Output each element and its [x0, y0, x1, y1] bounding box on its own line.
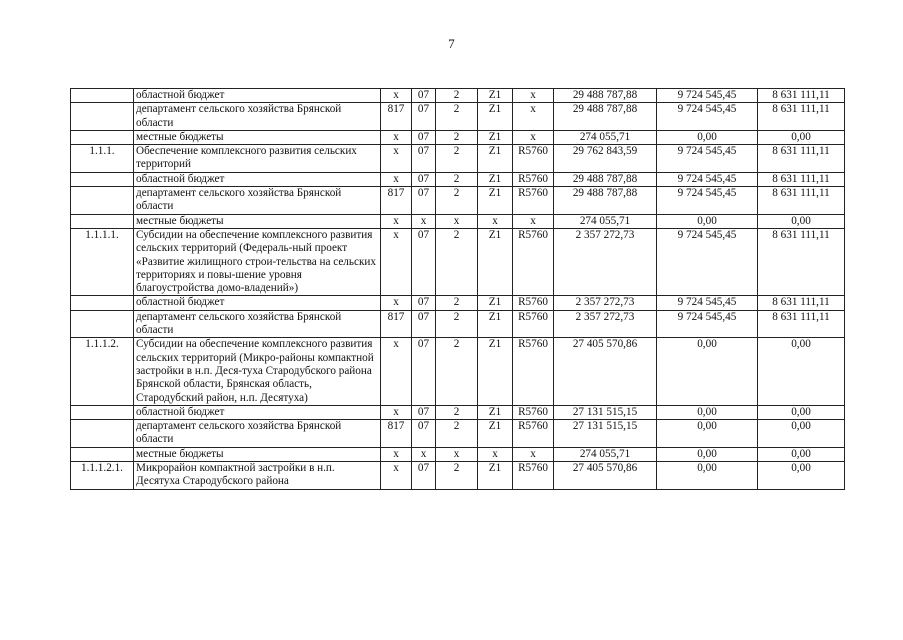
- cell-rz: x: [412, 214, 436, 228]
- cell-pr: 2: [436, 405, 478, 419]
- cell-rz: 07: [412, 145, 436, 173]
- row-name: департамент сельского хозяйства Брянской области: [134, 420, 381, 448]
- cell-grbs: x: [381, 145, 412, 173]
- cell-amount-3: 8 631 111,11: [758, 172, 845, 186]
- cell-np: Z1: [478, 145, 513, 173]
- row-number: [71, 103, 134, 131]
- cell-np: Z1: [478, 89, 513, 103]
- row-name: местные бюджеты: [134, 214, 381, 228]
- cell-amount-1: 274 055,71: [554, 130, 657, 144]
- cell-rz: 07: [412, 130, 436, 144]
- table-row: [71, 338, 845, 405]
- cell-amount-2: 0,00: [657, 462, 758, 490]
- cell-amount-1: 274 055,71: [554, 447, 657, 461]
- row-name: Микрорайон компактной застройки в н.п. Десятуха Стародубского района: [134, 462, 381, 490]
- cell-csr: R5760: [513, 420, 554, 448]
- table-row: [71, 296, 845, 310]
- cell-rz: 07: [412, 310, 436, 338]
- cell-pr: 2: [436, 296, 478, 310]
- cell-pr: x: [436, 447, 478, 461]
- cell-pr: 2: [436, 130, 478, 144]
- cell-amount-1: 29 488 787,88: [554, 187, 657, 215]
- cell-np: Z1: [478, 405, 513, 419]
- cell-grbs: x: [381, 296, 412, 310]
- cell-amount-3: 0,00: [758, 214, 845, 228]
- budget-table-body: [71, 89, 845, 490]
- row-name: департамент сельского хозяйства Брянской области: [134, 103, 381, 131]
- cell-csr: x: [513, 447, 554, 461]
- cell-rz: x: [412, 447, 436, 461]
- cell-amount-2: 0,00: [657, 338, 758, 405]
- cell-np: x: [478, 447, 513, 461]
- cell-rz: 07: [412, 172, 436, 186]
- cell-amount-1: 2 357 272,73: [554, 228, 657, 295]
- cell-np: Z1: [478, 103, 513, 131]
- cell-rz: 07: [412, 296, 436, 310]
- cell-grbs: 817: [381, 420, 412, 448]
- cell-amount-1: 2 357 272,73: [554, 310, 657, 338]
- cell-amount-3: 0,00: [758, 447, 845, 461]
- cell-amount-3: 0,00: [758, 130, 845, 144]
- cell-csr: R5760: [513, 187, 554, 215]
- cell-grbs: x: [381, 89, 412, 103]
- cell-np: Z1: [478, 462, 513, 490]
- cell-np: Z1: [478, 187, 513, 215]
- cell-grbs: x: [381, 172, 412, 186]
- table-row: [71, 462, 845, 490]
- row-number: [71, 214, 134, 228]
- cell-amount-2: 0,00: [657, 405, 758, 419]
- cell-grbs: x: [381, 338, 412, 405]
- row-number: [71, 89, 134, 103]
- cell-pr: 2: [436, 338, 478, 405]
- cell-rz: 07: [412, 420, 436, 448]
- cell-grbs: 817: [381, 310, 412, 338]
- cell-pr: 2: [436, 420, 478, 448]
- cell-rz: 07: [412, 228, 436, 295]
- table-row: [71, 103, 845, 131]
- cell-amount-3: 8 631 111,11: [758, 296, 845, 310]
- table-row: [71, 310, 845, 338]
- row-number: [71, 296, 134, 310]
- row-name: местные бюджеты: [134, 130, 381, 144]
- cell-amount-2: 9 724 545,45: [657, 310, 758, 338]
- cell-amount-2: 9 724 545,45: [657, 187, 758, 215]
- cell-amount-3: 8 631 111,11: [758, 89, 845, 103]
- cell-amount-2: 0,00: [657, 447, 758, 461]
- cell-amount-2: 9 724 545,45: [657, 89, 758, 103]
- table-row: [71, 89, 845, 103]
- row-number: 1.1.1.2.1.: [71, 462, 134, 490]
- cell-csr: x: [513, 89, 554, 103]
- row-name: Субсидии на обеспечение комплексного развития сельских территорий (Микро-районы компактной застройки в н.п. Деся-туха Стародубского района Брянской области, Брянская область, Стародубский район, н.п. Десятуха): [134, 338, 381, 405]
- row-name: областной бюджет: [134, 89, 381, 103]
- cell-amount-3: 8 631 111,11: [758, 103, 845, 131]
- cell-amount-2: 9 724 545,45: [657, 172, 758, 186]
- cell-grbs: x: [381, 214, 412, 228]
- row-number: 1.1.1.1.: [71, 228, 134, 295]
- cell-pr: x: [436, 214, 478, 228]
- cell-csr: x: [513, 130, 554, 144]
- cell-amount-1: 29 488 787,88: [554, 89, 657, 103]
- cell-rz: 07: [412, 462, 436, 490]
- cell-pr: 2: [436, 187, 478, 215]
- cell-grbs: x: [381, 228, 412, 295]
- cell-csr: x: [513, 214, 554, 228]
- cell-amount-2: 9 724 545,45: [657, 228, 758, 295]
- cell-np: Z1: [478, 228, 513, 295]
- cell-amount-3: 0,00: [758, 338, 845, 405]
- cell-rz: 07: [412, 103, 436, 131]
- row-name: Субсидии на обеспечение комплексного развития сельских территорий (Федераль-ный проект «Развитие жилищного строи-тельства на сельских территориях и повы-шение уровня благоустройства домо-владений»): [134, 228, 381, 295]
- cell-rz: 07: [412, 187, 436, 215]
- cell-amount-1: 29 488 787,88: [554, 103, 657, 131]
- cell-amount-1: 27 131 515,15: [554, 420, 657, 448]
- cell-np: Z1: [478, 296, 513, 310]
- cell-np: Z1: [478, 310, 513, 338]
- cell-grbs: 817: [381, 103, 412, 131]
- row-number: 1.1.1.2.: [71, 338, 134, 405]
- cell-csr: R5760: [513, 296, 554, 310]
- table-row: [71, 447, 845, 461]
- cell-amount-3: 8 631 111,11: [758, 310, 845, 338]
- cell-amount-3: 0,00: [758, 462, 845, 490]
- cell-amount-1: 29 762 843,59: [554, 145, 657, 173]
- row-number: [71, 187, 134, 215]
- cell-amount-3: 0,00: [758, 405, 845, 419]
- cell-csr: R5760: [513, 405, 554, 419]
- budget-table: [70, 88, 845, 490]
- cell-grbs: x: [381, 405, 412, 419]
- cell-amount-1: 274 055,71: [554, 214, 657, 228]
- cell-np: x: [478, 214, 513, 228]
- cell-np: Z1: [478, 130, 513, 144]
- cell-csr: R5760: [513, 310, 554, 338]
- table-row: [71, 145, 845, 173]
- cell-pr: 2: [436, 462, 478, 490]
- cell-amount-2: 0,00: [657, 214, 758, 228]
- cell-pr: 2: [436, 145, 478, 173]
- table-row: [71, 187, 845, 215]
- row-number: 1.1.1.: [71, 145, 134, 173]
- cell-pr: 2: [436, 172, 478, 186]
- table-row: [71, 130, 845, 144]
- table-row: [71, 420, 845, 448]
- cell-np: Z1: [478, 420, 513, 448]
- row-name: местные бюджеты: [134, 447, 381, 461]
- cell-amount-3: 8 631 111,11: [758, 228, 845, 295]
- cell-amount-2: 0,00: [657, 130, 758, 144]
- cell-amount-2: 9 724 545,45: [657, 145, 758, 173]
- row-name: областной бюджет: [134, 296, 381, 310]
- cell-csr: R5760: [513, 228, 554, 295]
- cell-amount-3: 0,00: [758, 420, 845, 448]
- cell-rz: 07: [412, 405, 436, 419]
- cell-csr: R5760: [513, 338, 554, 405]
- cell-grbs: 817: [381, 187, 412, 215]
- row-name: департамент сельского хозяйства Брянской области: [134, 187, 381, 215]
- cell-amount-1: 27 405 570,86: [554, 338, 657, 405]
- page-number: 7: [448, 36, 455, 51]
- cell-amount-2: 9 724 545,45: [657, 296, 758, 310]
- cell-grbs: x: [381, 447, 412, 461]
- cell-np: Z1: [478, 172, 513, 186]
- cell-pr: 2: [436, 228, 478, 295]
- cell-amount-1: 27 405 570,86: [554, 462, 657, 490]
- cell-amount-1: 27 131 515,15: [554, 405, 657, 419]
- row-number: [71, 420, 134, 448]
- table-row: [71, 228, 845, 295]
- cell-csr: R5760: [513, 462, 554, 490]
- cell-grbs: x: [381, 130, 412, 144]
- row-name: областной бюджет: [134, 405, 381, 419]
- cell-pr: 2: [436, 103, 478, 131]
- cell-csr: R5760: [513, 145, 554, 173]
- table-row: [71, 214, 845, 228]
- cell-pr: 2: [436, 89, 478, 103]
- cell-amount-2: 0,00: [657, 420, 758, 448]
- cell-pr: 2: [436, 310, 478, 338]
- row-number: [71, 405, 134, 419]
- cell-amount-3: 8 631 111,11: [758, 187, 845, 215]
- cell-grbs: x: [381, 462, 412, 490]
- cell-csr: R5760: [513, 172, 554, 186]
- cell-rz: 07: [412, 338, 436, 405]
- table-row: [71, 172, 845, 186]
- row-number: [71, 447, 134, 461]
- cell-csr: x: [513, 103, 554, 131]
- row-name: областной бюджет: [134, 172, 381, 186]
- row-name: Обеспечение комплексного развития сельских территорий: [134, 145, 381, 173]
- cell-amount-2: 9 724 545,45: [657, 103, 758, 131]
- cell-amount-1: 2 357 272,73: [554, 296, 657, 310]
- cell-amount-3: 8 631 111,11: [758, 145, 845, 173]
- row-number: [71, 310, 134, 338]
- row-number: [71, 130, 134, 144]
- cell-np: Z1: [478, 338, 513, 405]
- row-number: [71, 172, 134, 186]
- cell-amount-1: 29 488 787,88: [554, 172, 657, 186]
- table-row: [71, 405, 845, 419]
- cell-rz: 07: [412, 89, 436, 103]
- row-name: департамент сельского хозяйства Брянской области: [134, 310, 381, 338]
